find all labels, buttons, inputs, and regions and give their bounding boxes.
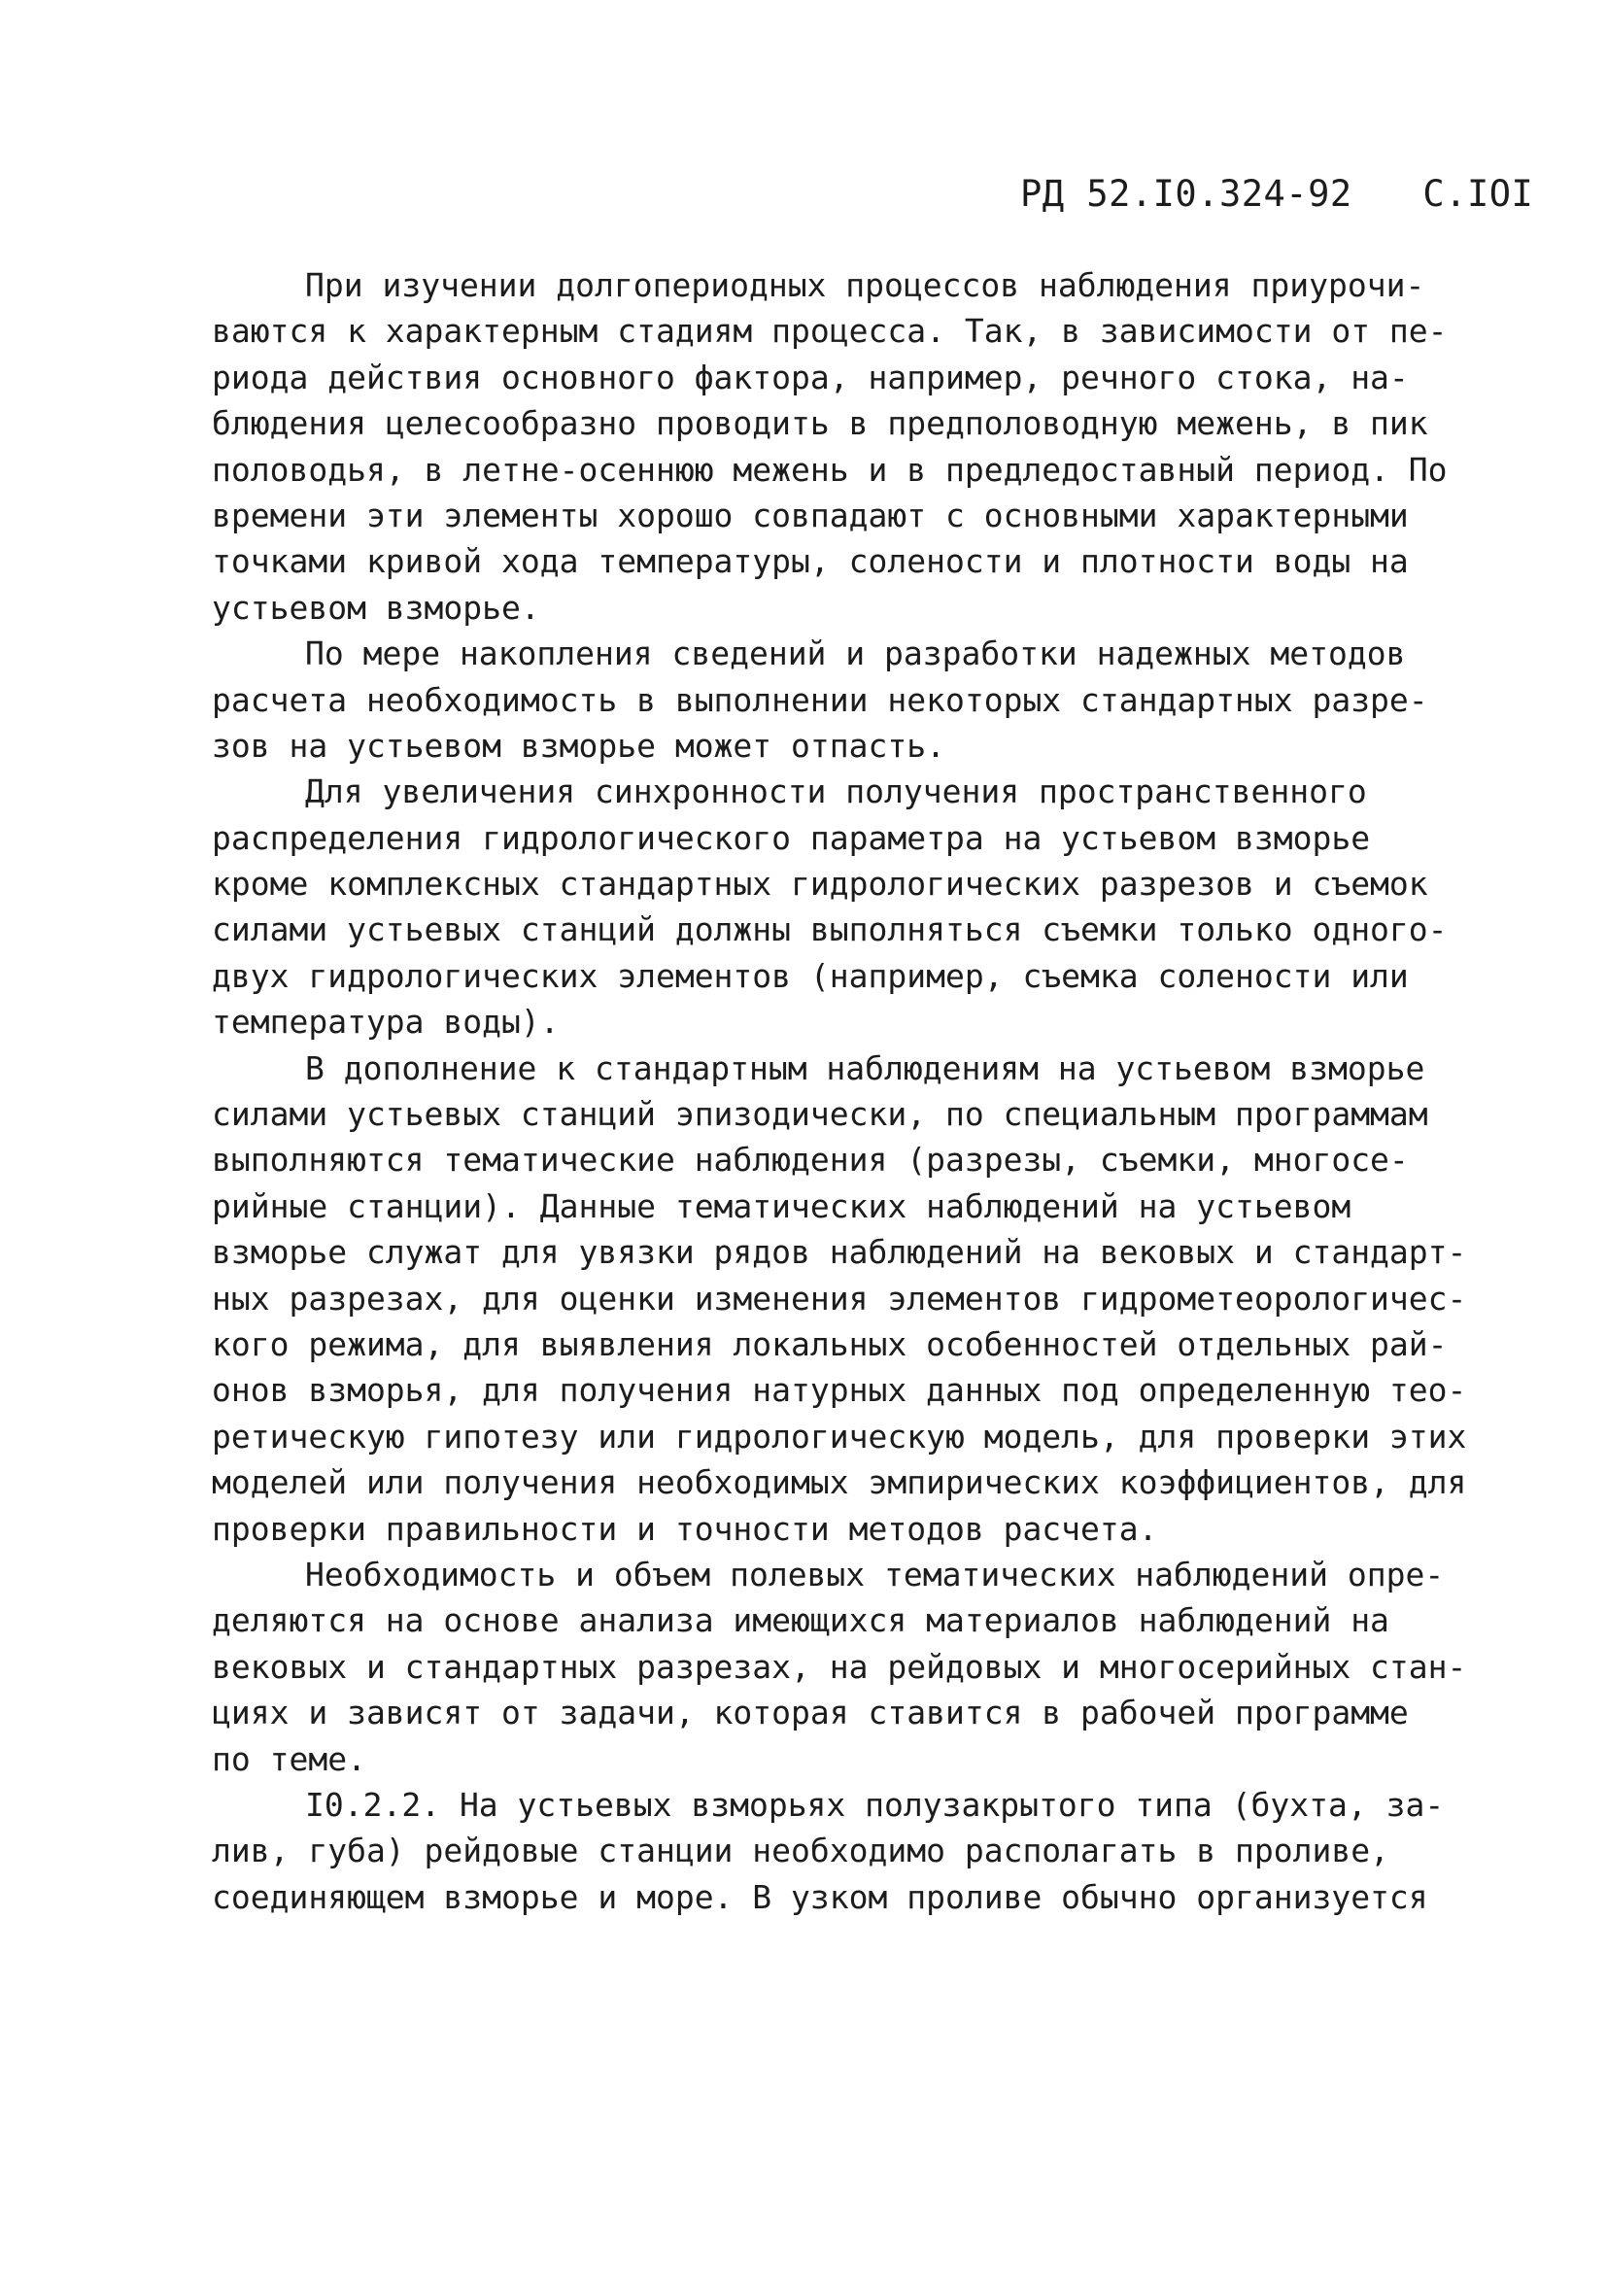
text-line: расчета необходимость в выполнении некоторых стандартных разре- <box>212 680 1428 719</box>
document-code: РД 52.I0.324-92 <box>1020 173 1352 215</box>
paragraph-1 <box>212 262 1475 631</box>
text-line: зов на устьевом взморье может отпасть. <box>212 726 945 765</box>
text-line: Необходимость и объем полевых тематических наблюдений опре- <box>305 1555 1445 1593</box>
text-line: силами устьевых станций эпизодически, по специальным программам <box>212 1095 1428 1134</box>
text-line: кроме комплексных стандартных гидрологических разрезов и съемок <box>212 865 1428 904</box>
text-line: по теме. <box>212 1739 366 1778</box>
page-number: С.IOI <box>1422 173 1534 215</box>
text-line: половодья, в летне-осеннюю межень и в предледоставный период. По <box>212 450 1448 489</box>
text-line: При изучении долгопериодных процессов наблюдения приурочи- <box>305 266 1425 304</box>
text-line: риода действия основного фактора, например, речного стока, на- <box>212 358 1409 396</box>
text-line: времени эти элементы хорошо совпадают с основными характерными <box>212 496 1409 534</box>
text-line: лив, губа) рейдовые станции необходимо располагать в проливе, <box>212 1832 1389 1870</box>
text-line: проверки правильности и точности методов расчета. <box>212 1509 1158 1548</box>
text-line: ваются к характерным стадиям процесса. Так, в зависимости от пе- <box>212 312 1448 351</box>
text-line: соединяющем взморье и море. В узком проливе обычно организуется <box>212 1877 1428 1916</box>
text-line: I0.2.2. На устьевых взморьях полузакрытого типа (бухта, за- <box>305 1785 1445 1824</box>
paragraph-6 <box>212 1782 1475 1920</box>
paragraph-2 <box>212 631 1475 769</box>
text-line: выполняются тематические наблюдения (разрезы, съемки, многосе- <box>212 1141 1409 1180</box>
text-line: распределения гидрологического параметра на устьевом взморье <box>212 818 1371 857</box>
paragraph-3 <box>212 769 1475 1045</box>
body-text <box>212 262 1475 1920</box>
paragraph-4 <box>212 1045 1475 1552</box>
text-line: кого режима, для выявления локальных особенностей отдельных рай- <box>212 1324 1448 1363</box>
text-line: онов взморья, для получения натурных данных под определенную тео- <box>212 1371 1467 1410</box>
text-line: температура воды). <box>212 1003 560 1042</box>
text-line: Для увеличения синхронности получения пространственного <box>305 772 1367 811</box>
paragraph-5 <box>212 1552 1475 1782</box>
text-line: двух гидрологических элементов (например, съемка солености или <box>212 956 1409 995</box>
text-line: точками кривой хода температуры, солености и плотности воды на <box>212 542 1409 581</box>
text-line: По мере накопления сведений и разработки надежных методов <box>305 634 1406 673</box>
text-line: устьевом взморье. <box>212 588 540 627</box>
text-line: В дополнение к стандартным наблюдениям на устьевом взморье <box>305 1048 1425 1087</box>
page-header <box>1020 173 1533 215</box>
text-line: ретическую гипотезу или гидрологическую модель, для проверки этих <box>212 1417 1467 1456</box>
text-line: ных разрезах, для оценки изменения элементов гидрометеорологичес- <box>212 1279 1467 1318</box>
text-line: взморье служат для увязки рядов наблюдений на вековых и стандарт- <box>212 1233 1467 1272</box>
text-line: циях и зависят от задачи, которая ставится в рабочей программе <box>212 1694 1409 1732</box>
text-line: рийные станции). Данные тематических наблюдений на устьевом <box>212 1186 1351 1225</box>
text-line: силами устьевых станций должны выполняться съемки только одного- <box>212 910 1448 949</box>
text-line: вековых и стандартных разрезах, на рейдовых и многосерийных стан- <box>212 1647 1467 1686</box>
text-line: блюдения целесообразно проводить в предполоводную межень, в пик <box>212 404 1428 443</box>
text-line: деляются на основе анализа имеющихся материалов наблюдений на <box>212 1601 1389 1640</box>
text-line: моделей или получения необходимых эмпирических коэффициентов, для <box>212 1463 1467 1502</box>
